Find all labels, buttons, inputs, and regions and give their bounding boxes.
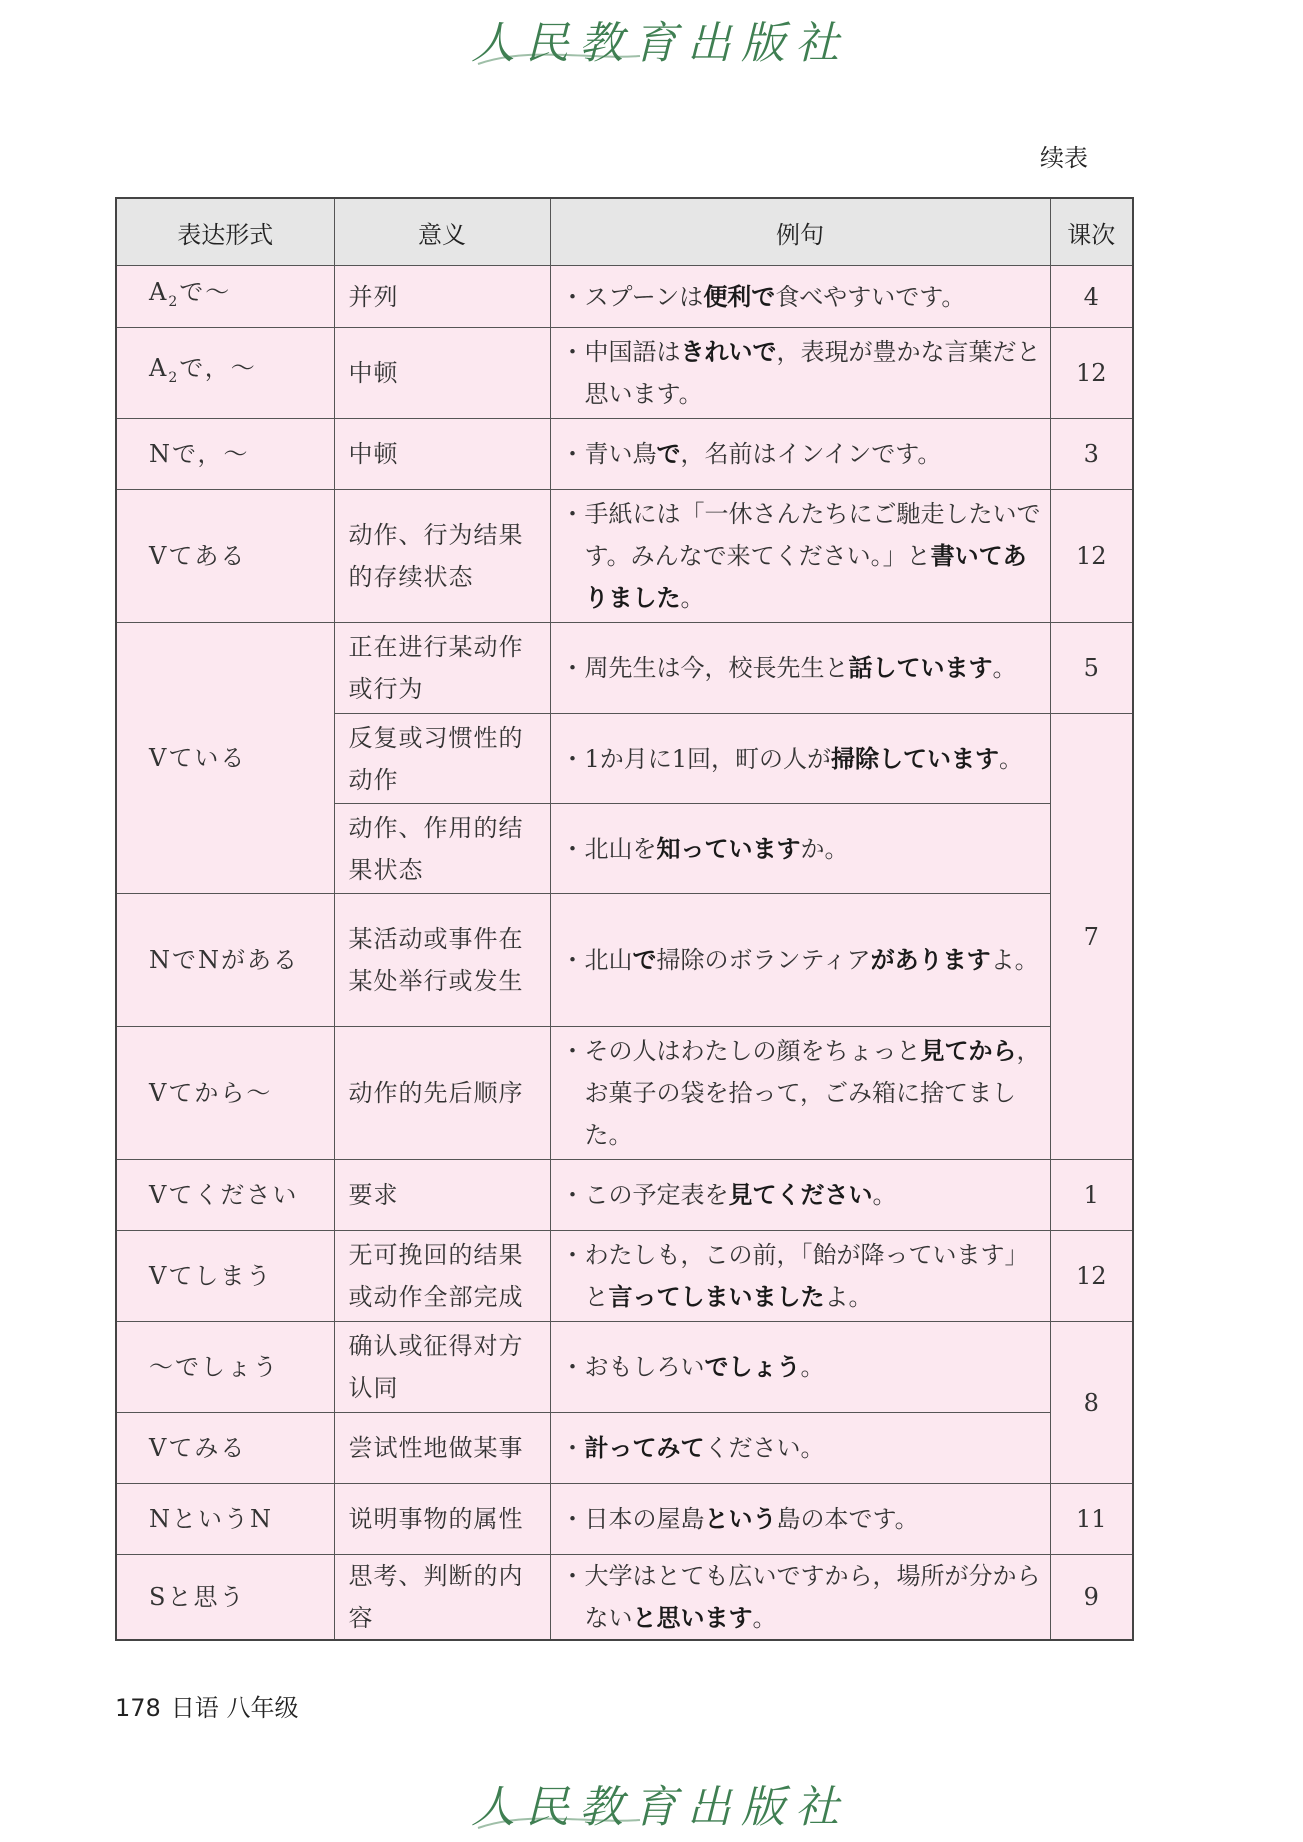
example-cell: ・わたしも，この前，「飴が降っています」と言ってしまいましたよ。 xyxy=(550,1231,1050,1322)
meaning-cell: 说明事物的属性 xyxy=(334,1484,550,1555)
lesson-cell: 12 xyxy=(1050,328,1133,419)
example-cell: ・計ってみてください。 xyxy=(550,1413,1050,1484)
table-row xyxy=(116,894,1133,1027)
table-row xyxy=(116,266,1133,328)
table-row xyxy=(116,1322,1133,1413)
book-title: 日语 八年级 xyxy=(170,1694,299,1722)
meaning-cell: 动作、行为结果的存续状态 xyxy=(334,490,550,623)
example-cell: ・北山で掃除のボランティアがありますよ。 xyxy=(550,894,1050,1027)
form-cell: Sと思う xyxy=(116,1555,334,1641)
example-cell: ・1か月に1回，町の人が掃除しています。 xyxy=(550,714,1050,804)
header-meaning: 意义 xyxy=(334,198,550,266)
lesson-cell: 7 xyxy=(1050,714,1133,1160)
meaning-cell: 确认或征得对方认同 xyxy=(334,1322,550,1413)
meaning-cell: 反复或习惯性的动作 xyxy=(334,714,550,804)
form-cell: Vている xyxy=(116,623,334,894)
meaning-cell: 动作的先后顺序 xyxy=(334,1027,550,1160)
form-cell: Nで，〜 xyxy=(116,419,334,490)
lesson-cell: 5 xyxy=(1050,623,1133,714)
meaning-cell: 某活动或事件在某处举行或发生 xyxy=(334,894,550,1027)
table-row xyxy=(116,1413,1133,1484)
example-cell: ・大学はとても広いですから，場所が分からないと思います。 xyxy=(550,1555,1050,1641)
lesson-cell: 8 xyxy=(1050,1322,1133,1484)
example-cell: ・青い鳥で，名前はインインです。 xyxy=(550,419,1050,490)
publisher-name: 人民教育出版社 xyxy=(471,1782,849,1833)
lesson-cell: 4 xyxy=(1050,266,1133,328)
example-cell: ・おもしろいでしょう。 xyxy=(550,1322,1050,1413)
example-cell: ・この予定表を見てください。 xyxy=(550,1160,1050,1231)
meaning-cell: 无可挽回的结果或动作全部完成 xyxy=(334,1231,550,1322)
example-cell: ・中国語はきれいで，表現が豊かな言葉だと思います。 xyxy=(550,328,1050,419)
continued-label: 续表 xyxy=(1040,144,1088,172)
header-form: 表达形式 xyxy=(116,198,334,266)
lesson-cell: 9 xyxy=(1050,1555,1133,1641)
example-cell: ・北山を知っていますか。 xyxy=(550,804,1050,894)
meaning-cell: 正在进行某动作或行为 xyxy=(334,623,550,714)
meaning-cell: 尝试性地做某事 xyxy=(334,1413,550,1484)
lesson-cell: 12 xyxy=(1050,1231,1133,1322)
lesson-cell: 1 xyxy=(1050,1160,1133,1231)
page-number: 178 xyxy=(115,1694,161,1722)
example-cell: ・その人はわたしの顔をちょっと見てから，お菓子の袋を拾って，ごみ箱に捨てました。 xyxy=(550,1027,1050,1160)
example-cell: ・周先生は今，校長先生と話しています。 xyxy=(550,623,1050,714)
example-cell: ・日本の屋島という島の本です。 xyxy=(550,1484,1050,1555)
example-cell: ・手紙には「一休さんたちにご馳走したいです。みんなで来てください。」と書いてありました。 xyxy=(550,490,1050,623)
form-cell: $A_2$で〜 xyxy=(116,266,334,328)
meaning-cell: 思考、判断的内容 xyxy=(334,1555,550,1641)
lesson-cell: 3 xyxy=(1050,419,1133,490)
meaning-cell: 要求 xyxy=(334,1160,550,1231)
publisher-name: 人民教育出版社 xyxy=(471,18,849,69)
table-row xyxy=(116,328,1133,419)
table-row xyxy=(116,1160,1133,1231)
table-row xyxy=(116,1555,1133,1641)
table-row xyxy=(116,623,1133,714)
form-cell: 〜でしょう xyxy=(116,1322,334,1413)
publisher-logo-top xyxy=(470,6,850,72)
table-row xyxy=(116,419,1133,490)
table-header-row xyxy=(116,198,1133,266)
form-cell: Vてから〜 xyxy=(116,1027,334,1160)
meaning-cell: 并列 xyxy=(334,266,550,328)
lesson-cell: 11 xyxy=(1050,1484,1133,1555)
table-row xyxy=(116,1027,1133,1160)
page-footer xyxy=(115,1688,298,1723)
form-cell: Vてください xyxy=(116,1160,334,1231)
meaning-cell: 中顿 xyxy=(334,328,550,419)
form-cell: $A_2$で，〜 xyxy=(116,328,334,419)
table-row xyxy=(116,490,1133,623)
form-cell: Vてしまう xyxy=(116,1231,334,1322)
header-lesson: 课次 xyxy=(1050,198,1133,266)
publisher-logo-bottom xyxy=(470,1770,850,1836)
header-example: 例句 xyxy=(550,198,1050,266)
form-cell: Vてある xyxy=(116,490,334,623)
form-cell: NというN xyxy=(116,1484,334,1555)
meaning-cell: 中顿 xyxy=(334,419,550,490)
form-cell: Vてみる xyxy=(116,1413,334,1484)
table-row xyxy=(116,1231,1133,1322)
table-row xyxy=(116,1484,1133,1555)
example-cell: ・スプーンは便利で食べやすいです。 xyxy=(550,266,1050,328)
grammar-table xyxy=(115,197,1134,1641)
lesson-cell: 12 xyxy=(1050,490,1133,623)
form-cell: NでNがある xyxy=(116,894,334,1027)
meaning-cell: 动作、作用的结果状态 xyxy=(334,804,550,894)
